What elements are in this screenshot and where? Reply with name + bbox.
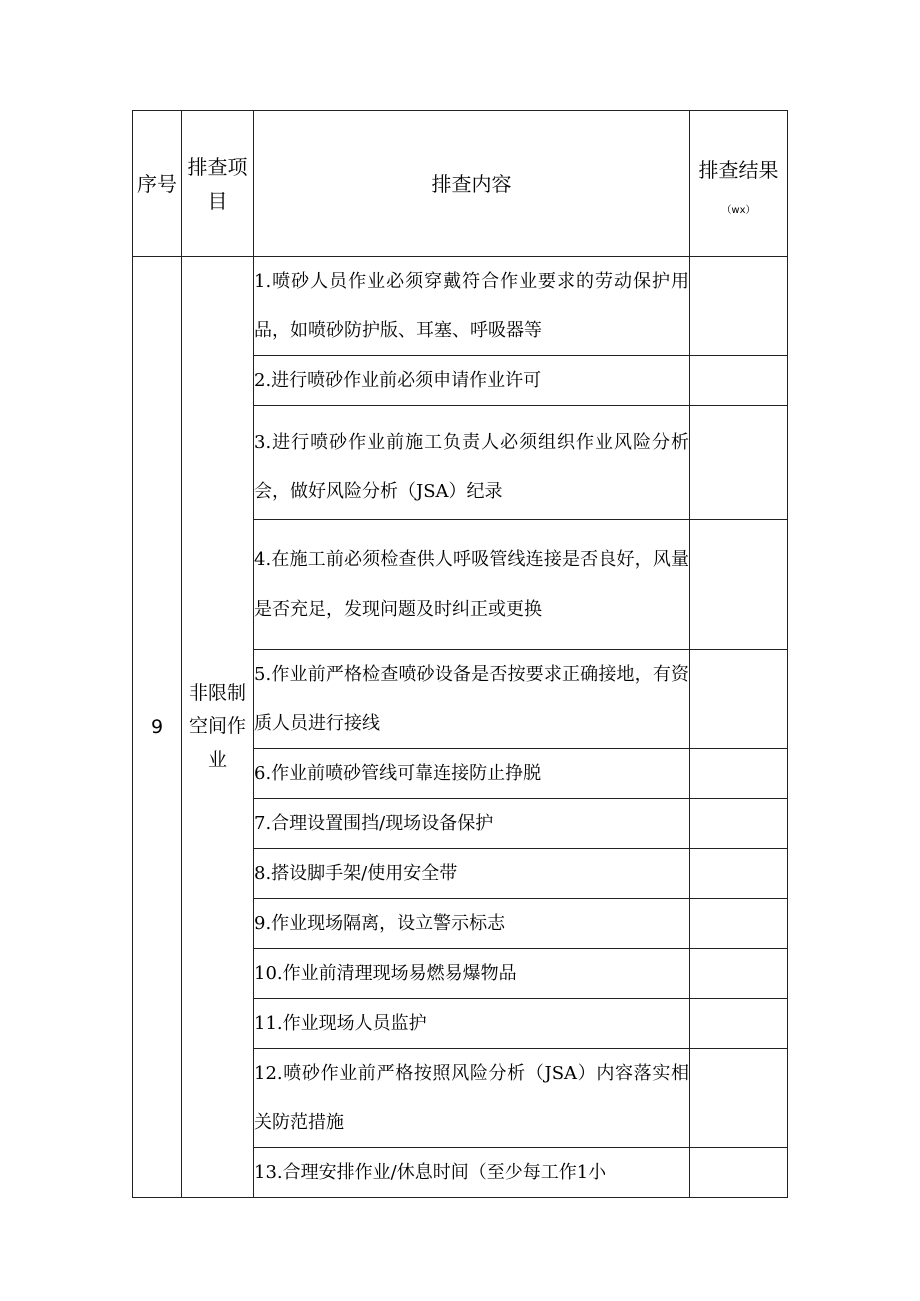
table-row: [133, 257, 788, 356]
check-content-7: 7.合理设置围挡/现场设备保护: [254, 799, 690, 849]
check-content-12: 12.喷砂作业前严格按照风险分析（JSA）内容落实相关防范措施: [254, 1049, 690, 1148]
check-content-1: 1.喷砂人员作业必须穿戴符合作业要求的劳动保护用品，如喷砂防护版、耳塞、呼吸器等: [254, 257, 690, 356]
check-result-2[interactable]: [690, 356, 788, 406]
row-item: 非限制空间作业: [182, 257, 254, 1198]
inspection-sheet: [132, 110, 788, 1198]
check-content-6: 6.作业前喷砂管线可靠连接防止挣脱: [254, 749, 690, 799]
check-result-4[interactable]: [690, 520, 788, 650]
check-content-9: 9.作业现场隔离，设立警示标志: [254, 899, 690, 949]
header-no: 序号: [133, 111, 182, 257]
check-result-10[interactable]: [690, 949, 788, 999]
check-content-10: 10.作业前清理现场易燃易爆物品: [254, 949, 690, 999]
header-content: 排查内容: [254, 111, 690, 257]
check-content-3: 3.进行喷砂作业前施工负责人必须组织作业风险分析会，做好风险分析（JSA）纪录: [254, 406, 690, 520]
check-result-8[interactable]: [690, 849, 788, 899]
check-content-8: 8.搭设脚手架/使用安全带: [254, 849, 690, 899]
header-result: [690, 111, 788, 257]
header-result-label: 排查结果: [698, 157, 779, 182]
check-content-5: 5.作业前严格检查喷砂设备是否按要求正确接地，有资质人员进行接线: [254, 650, 690, 749]
check-content-11: 11.作业现场人员监护: [254, 999, 690, 1049]
inspection-table: [132, 110, 788, 1198]
check-result-12[interactable]: [690, 1049, 788, 1148]
check-content-13: 13.合理安排作业/休息时间（至少每工作1小: [254, 1148, 690, 1198]
check-result-6[interactable]: [690, 749, 788, 799]
check-result-9[interactable]: [690, 899, 788, 949]
check-result-7[interactable]: [690, 799, 788, 849]
header-item: 排查项目: [182, 111, 254, 257]
check-result-1[interactable]: [690, 257, 788, 356]
check-result-13[interactable]: [690, 1148, 788, 1198]
row-number: 9: [133, 257, 182, 1198]
check-content-2: 2.进行喷砂作业前必须申请作业许可: [254, 356, 690, 406]
check-content-4: 4.在施工前必须检查供人呼吸管线连接是否良好，风量是否充足，发现问题及时纠正或更换: [254, 520, 690, 650]
header-result-unit: （wx）: [721, 204, 756, 216]
check-result-3[interactable]: [690, 406, 788, 520]
check-result-5[interactable]: [690, 650, 788, 749]
check-result-11[interactable]: [690, 999, 788, 1049]
header-row: [133, 111, 788, 257]
